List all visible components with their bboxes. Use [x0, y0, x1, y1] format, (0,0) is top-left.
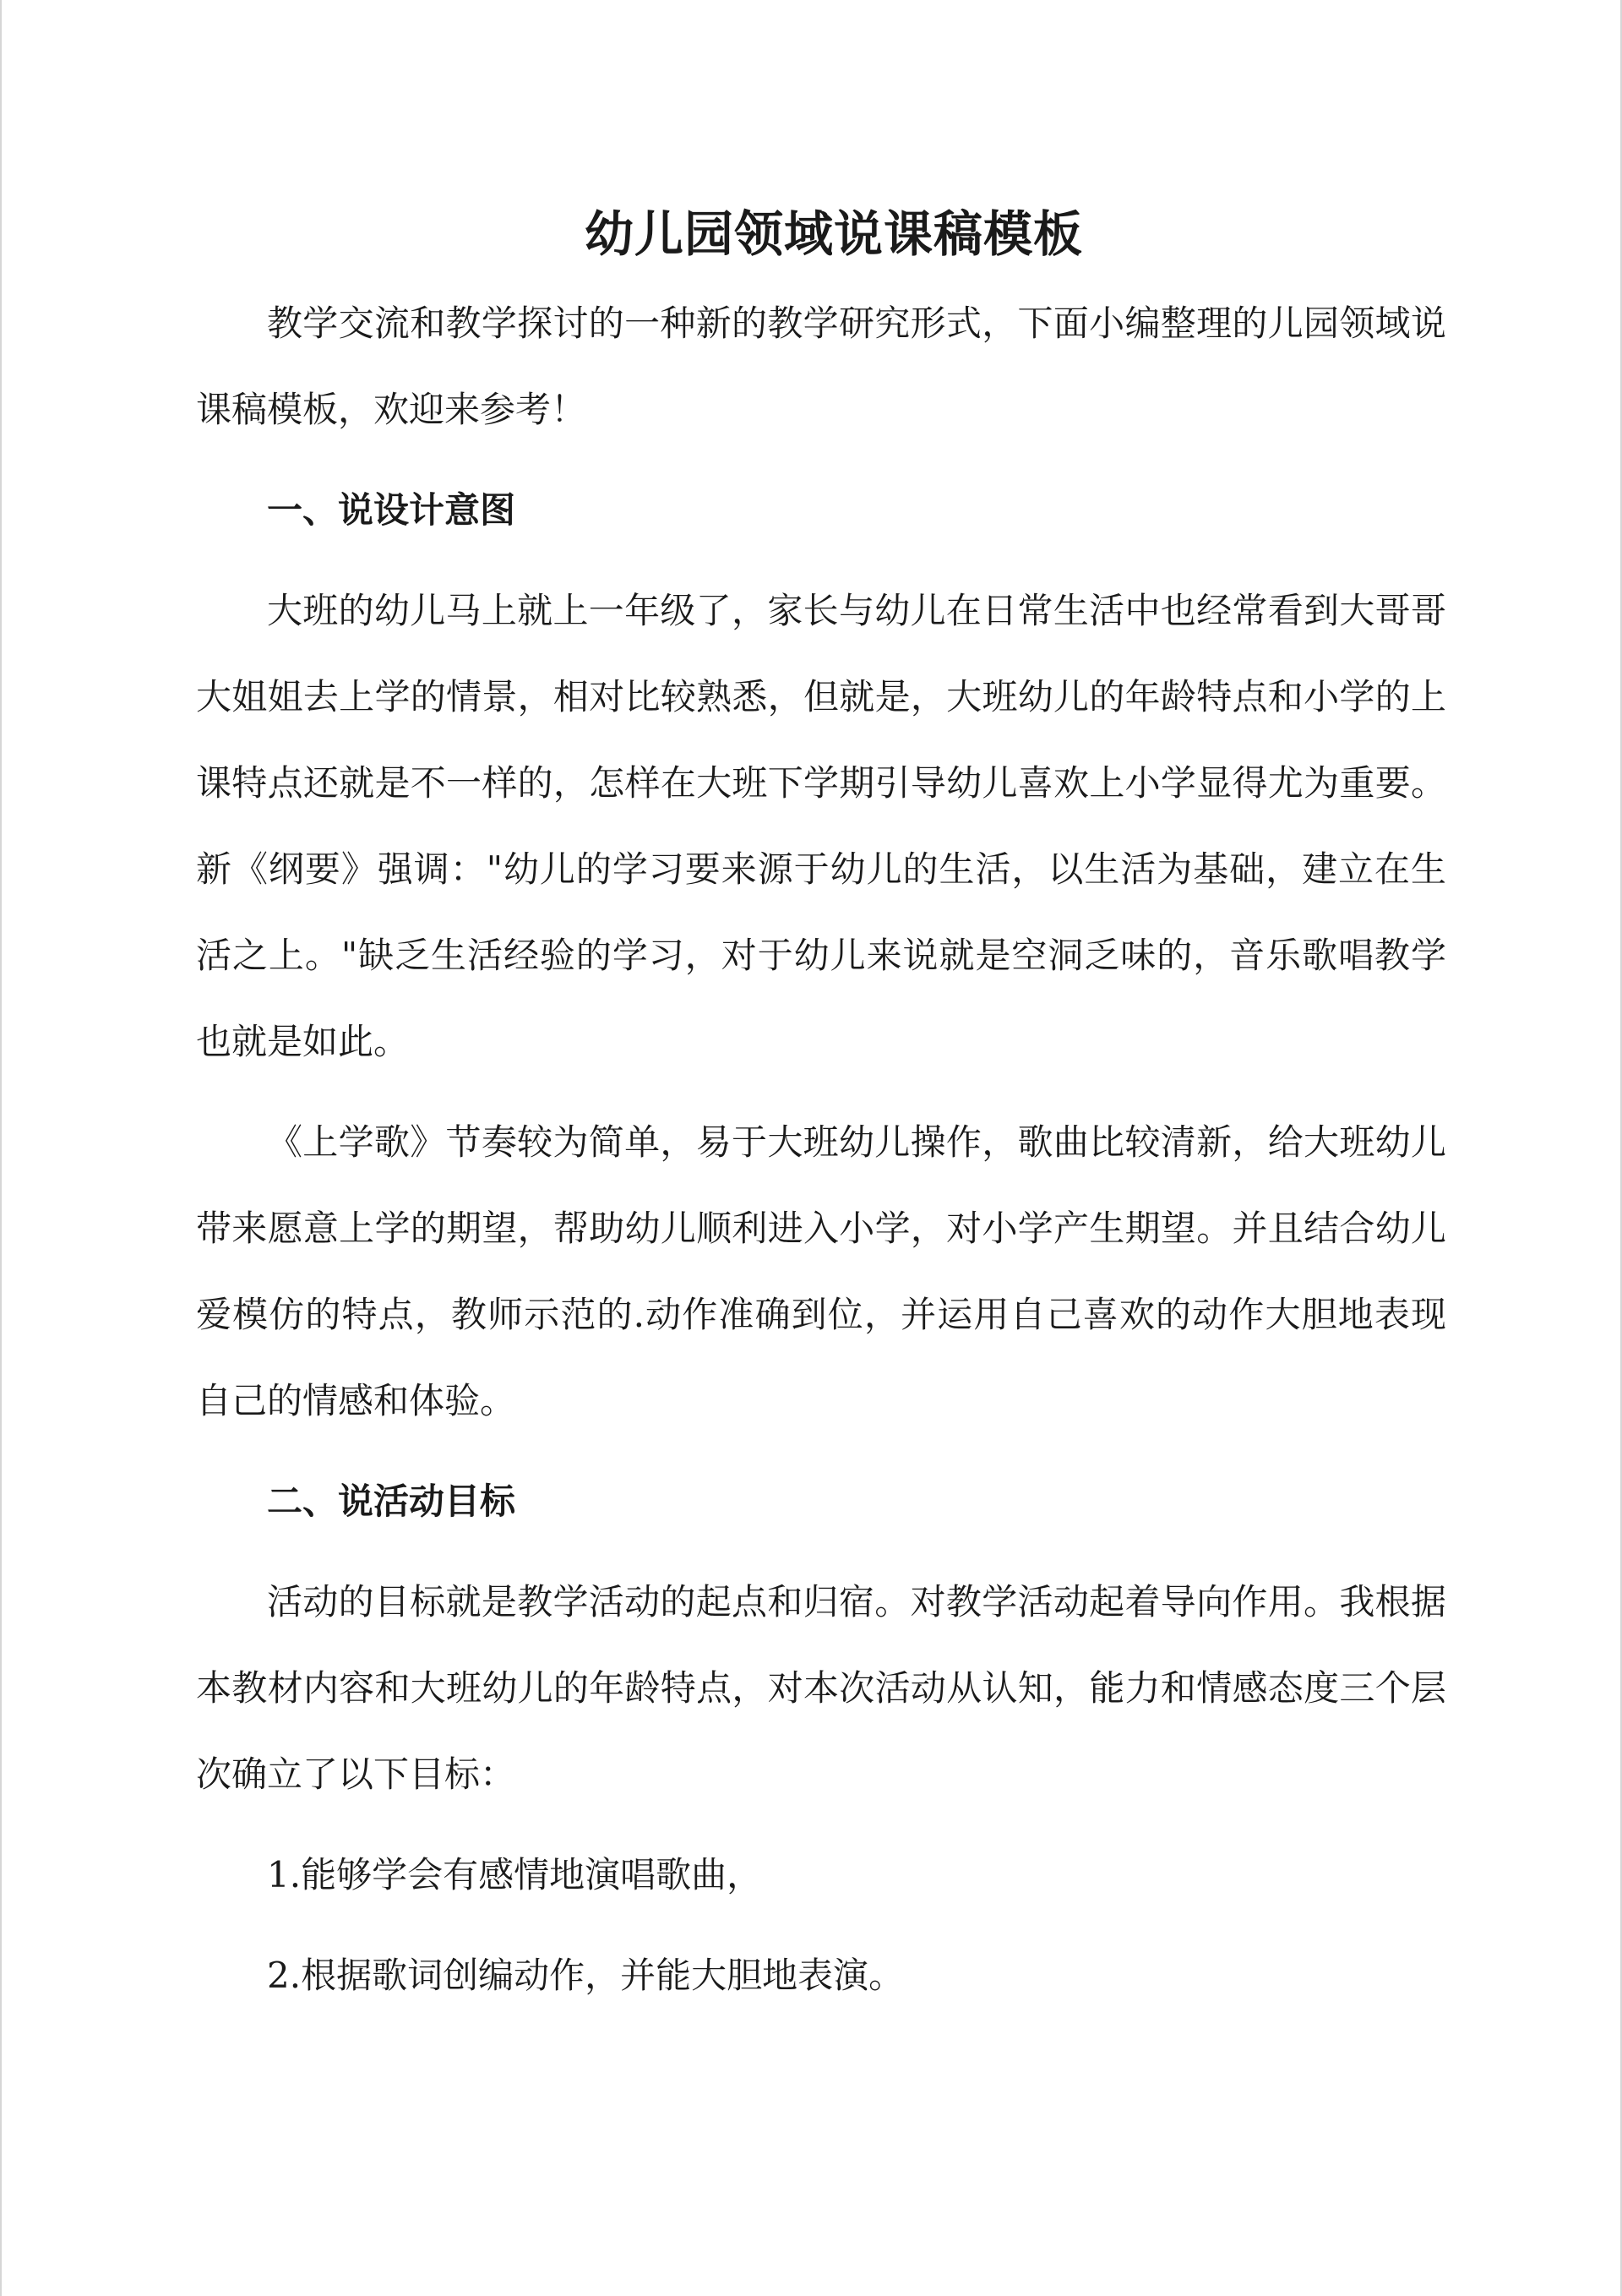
design-intent-paragraph-2: 《上学歌》节奏较为简单，易于大班幼儿操作，歌曲比较清新，给大班幼儿带来愿意上学的期望，帮助幼儿顺利进入小学，对小学产生期望。并且结合幼儿爱模仿的特点，教师示范的.动作准确到位，并运用自己喜欢的动作大胆地表现自己的情感和体验。: [196, 1121, 1446, 1421]
spacer: [196, 1545, 1446, 1559]
spacer: [196, 453, 1446, 467]
document-body: [196, 196, 1446, 2019]
spacer: [196, 554, 1446, 568]
document-title: 幼儿园领域说课稿模板: [584, 205, 1083, 263]
section-heading-design-intent: 一、说设计意图: [267, 489, 516, 531]
design-intent-paragraph-1: 大班的幼儿马上就上一年级了，家长与幼儿在日常生活中也经常看到大哥哥大姐姐去上学的情景，相对比较熟悉，但就是，大班幼儿的年龄特点和小学的上课特点还就是不一样的，怎样在大班下学期引导幼儿喜欢上小学显得尤为重要。新《纲要》强调："幼儿的学习要来源于幼儿的生活，以生活为基础，建立在生活之上。"缺乏生活经验的学习，对于幼儿来说就是空洞乏味的，音乐歌唱教学也就是如此。: [196, 590, 1446, 1062]
goal-list-item-2: 2.根据歌词创编动作，并能大胆地表演。: [267, 1955, 905, 1996]
spacer: [196, 272, 1446, 281]
section-heading-activity-goals: 二、说活动目标: [267, 1481, 516, 1522]
spacer: [196, 1918, 1446, 1933]
spacer: [196, 1818, 1446, 1832]
goal-list-item-1: 1.能够学会有感情地演唱歌曲，: [267, 1854, 763, 1895]
spacer: [196, 1085, 1446, 1099]
intro-paragraph: 教学交流和教学探讨的一种新的教学研究形式，下面小编整理的儿园领域说课稿模板，欢迎来参考！: [196, 303, 1446, 430]
activity-goals-paragraph: 活动的目标就是教学活动的起点和归宿。对教学活动起着导向作用。我根据本教材内容和大班幼儿的年龄特点，对本次活动从认知，能力和情感态度三个层次确立了以下目标：: [196, 1581, 1446, 1795]
spacer: [196, 1444, 1446, 1459]
